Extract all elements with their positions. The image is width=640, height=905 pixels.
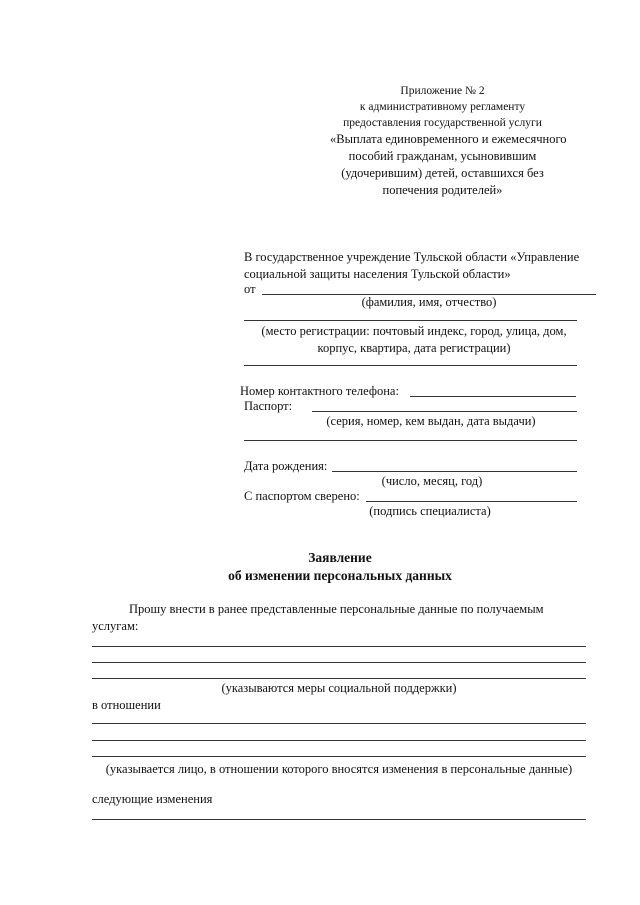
addressee-line: социальной защиты населения Тульской области» [244, 267, 511, 281]
regarding-label: в отношении [92, 698, 161, 712]
appendix-line: «Выплата единовременного и ежемесячного [330, 132, 567, 146]
addressee-line: В государственное учреждение Тульской области «Управление [244, 250, 580, 264]
appendix-line: к административному регламенту [359, 101, 526, 113]
registration-hint: (место регистрации: почтовый индекс, город, улица, дом, [261, 324, 567, 338]
title-line: об изменении персональных данных [228, 568, 452, 583]
registration-hint: корпус, квартира, дата регистрации) [317, 341, 511, 355]
title-line: Заявление [308, 550, 372, 565]
person-line-3[interactable] [92, 756, 586, 757]
checked-hint: (подпись специалиста) [369, 504, 491, 518]
appendix-line: предоставления государственной услуги [343, 117, 542, 129]
passport-field-line[interactable] [312, 411, 577, 412]
registration-field-line-2[interactable] [244, 365, 577, 366]
birth-field-line[interactable] [332, 471, 577, 472]
intro-text: Прошу внести в ранее представленные персональные данные по получаемым [129, 602, 544, 616]
measures-hint: (указываются меры социальной поддержки) [221, 681, 457, 695]
passport-hint: (серия, номер, кем выдан, дата выдачи) [326, 414, 536, 428]
checked-label: С паспортом сверено: [244, 489, 360, 503]
appendix-line: (удочерившим) детей, оставшихся без [341, 166, 544, 180]
appendix-line: пособий гражданам, усыновившим [348, 149, 537, 163]
birth-label: Дата рождения: [244, 459, 328, 473]
phone-field-line[interactable] [410, 396, 576, 397]
intro-text: услугам: [92, 619, 139, 633]
passport-field-line-2[interactable] [244, 440, 577, 441]
appendix-number: Приложение № 2 [400, 85, 485, 97]
appendix-line: попечения родителей» [382, 183, 503, 197]
person-hint: (указывается лицо, в отношении которого вносятся изменения в персональные данные) [105, 762, 573, 776]
phone-label: Номер контактного телефона: [240, 384, 399, 398]
person-line-2[interactable] [92, 740, 586, 741]
registration-field-line[interactable] [244, 320, 577, 321]
fio-hint: (фамилия, имя, отчество) [361, 295, 497, 309]
changes-line-1[interactable] [92, 819, 586, 820]
birth-hint: (число, месяц, год) [381, 474, 483, 488]
measures-line-2[interactable] [92, 662, 586, 663]
measures-line-3[interactable] [92, 678, 586, 679]
changes-label: следующие изменения [92, 792, 213, 806]
passport-label: Паспорт: [244, 399, 293, 413]
from-label: от [244, 282, 256, 296]
checked-field-line[interactable] [366, 501, 577, 502]
measures-line-1[interactable] [92, 646, 586, 647]
person-line-1[interactable] [92, 723, 586, 724]
